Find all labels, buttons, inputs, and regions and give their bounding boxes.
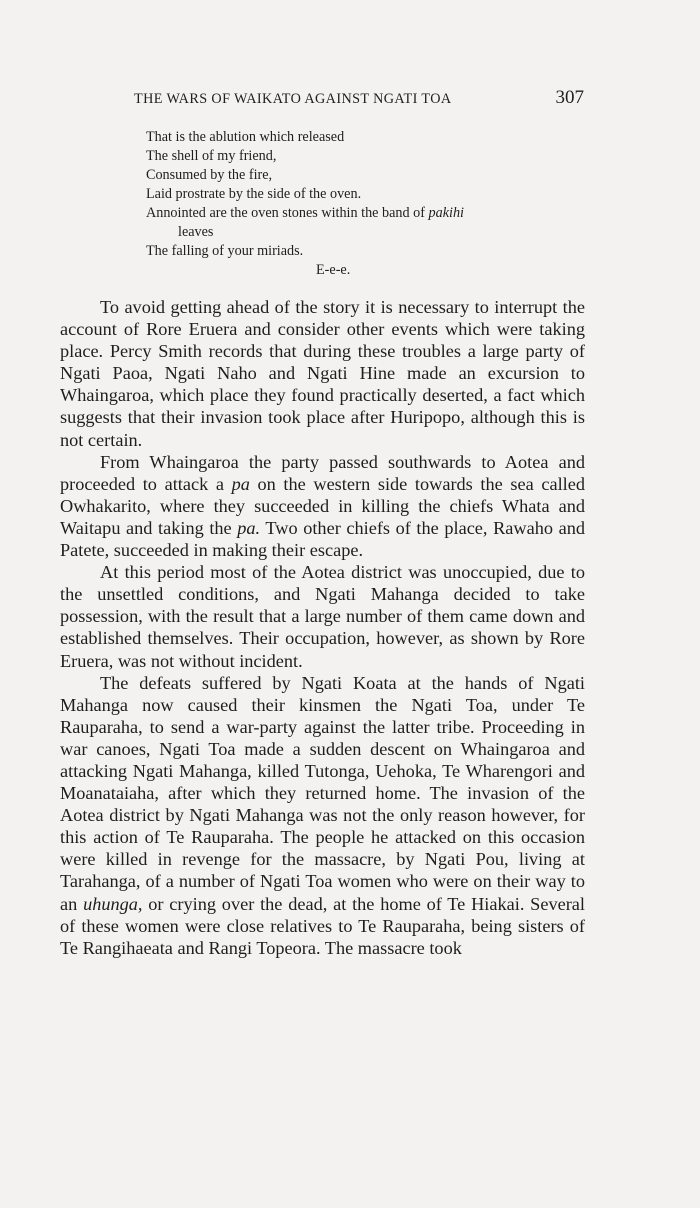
paragraph: To avoid getting ahead of the story it is necessary to interrupt the account of Rore Eruera and consider other events which were taking place. Percy Smith records that during these troubles a large party of Ngati Paoa, Ngati Naho and Ngati Hine made an excursion to Whaingaroa, which place they found practically deserted, a fact which suggests that their invasion took place after Huripopo, although this is not certain. bbox=[60, 297, 585, 450]
italic-word: pa. bbox=[237, 517, 261, 538]
paragraph bbox=[60, 451, 585, 561]
verse-line: The falling of your miriads. bbox=[146, 243, 304, 259]
text-run: The defeats suffered by Ngati Koata at the hands of Ngati Mahanga now caused their kinsmen the Ngati Toa, under Te Rauparaha, to send a war-party against the latter tribe. Proceeding in war canoes, Ngati Toa made a sudden descent on Whaingaroa and attacking Ngati Mahanga, killed Tutonga, Uehoka, Te Wharengori and Moanataiaha, after which they returned home. The invasion of the Aotea district by Ngati Mahanga was not the only reason however, for this action of Te Rauparaha. The people he attacked on this occasion were killed in revenge for the massacre, by Ngati Pou, living at Tarahanga, of a number of Ngati Toa women who were on their way to an bbox=[60, 672, 585, 914]
text-run: From Whaingaroa the party passed southwards to Aotea and proceeded to attack a bbox=[60, 451, 585, 494]
italic-word: pa bbox=[231, 473, 250, 494]
paragraph bbox=[60, 672, 585, 959]
verse-line bbox=[146, 204, 586, 223]
text-run: or crying over the dead, at the home of Te Hiakai. Several of these women were close relatives to Te Rauparaha, being sisters of Te Rangihaeata and Rangi Topeora. The massacre took bbox=[60, 893, 585, 958]
verse-line: The shell of my friend, bbox=[146, 148, 277, 164]
verse-line: Laid prostrate by the side of the oven. bbox=[146, 186, 362, 202]
italic-word: uhunga, bbox=[83, 893, 143, 914]
page-header bbox=[60, 87, 586, 111]
verse-text: Annointed are the oven stones within the band of bbox=[146, 205, 429, 221]
verse-line: Consumed by the fire, bbox=[146, 167, 273, 183]
verse-quotation bbox=[146, 128, 586, 280]
running-title: THE WARS OF WAIKATO AGAINST NGATI TOA bbox=[134, 91, 452, 107]
verse-italic-word: pakihi bbox=[428, 205, 464, 221]
body-text bbox=[60, 296, 585, 959]
text-run: on the western side towards the sea called Owhakarito, where they succeeded in killing the chiefs Whata and Waitapu and taking the bbox=[60, 473, 585, 538]
page-number: 307 bbox=[555, 87, 584, 108]
text-run: Two other chiefs of the place, Rawaho and Patete, succeeded in making their escape. bbox=[60, 517, 585, 561]
verse-line-continued: leaves bbox=[178, 224, 214, 240]
paragraph: At this period most of the Aotea district was unoccupied, due to the unsettled conditions, and Ngati Mahanga decided to take possession, with the result that a large number of them came down and established themselves. Their occupation, however, as shown by Rore Eruera, was not without incident. bbox=[60, 562, 585, 671]
verse-line: That is the ablution which released bbox=[146, 129, 345, 145]
verse-ending: E-e-e. bbox=[316, 262, 351, 278]
